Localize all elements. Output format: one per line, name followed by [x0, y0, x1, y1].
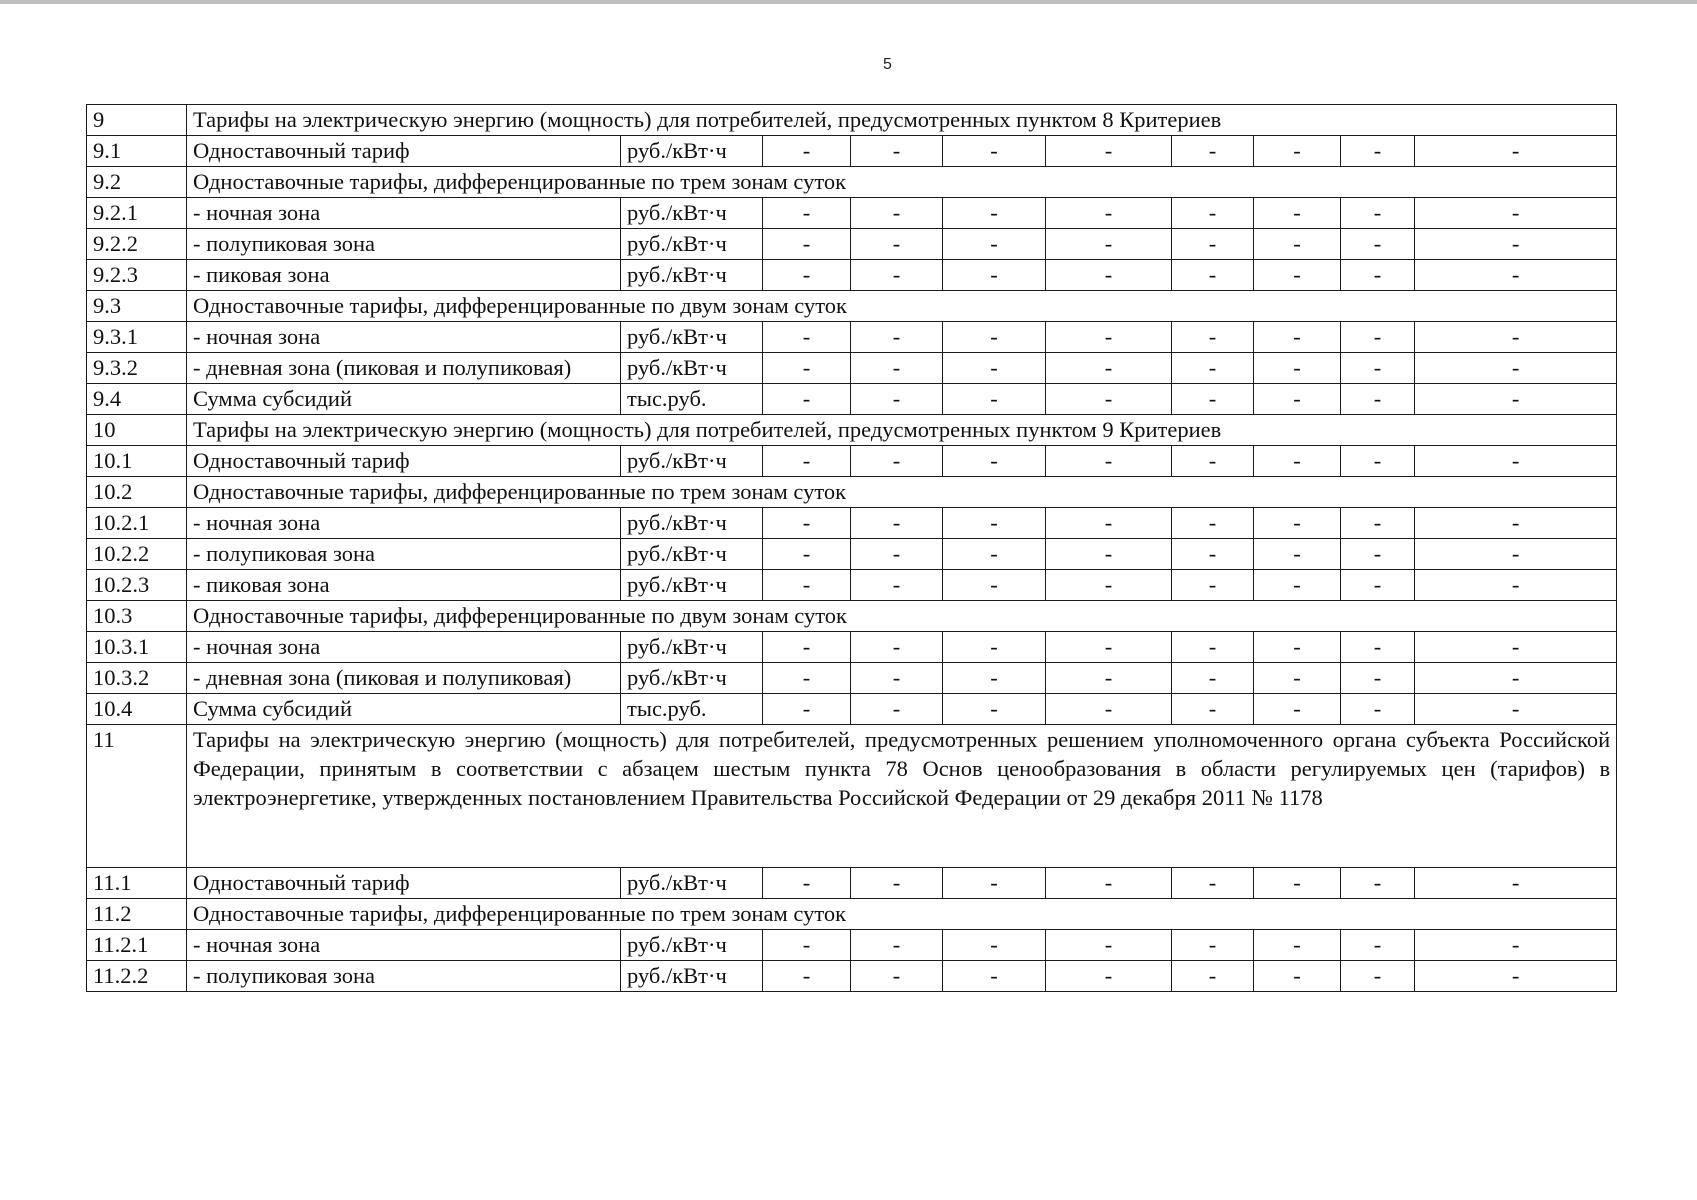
- value-cell: -: [1341, 353, 1415, 384]
- indicator-name-cell: - полупиковая зона: [187, 961, 621, 992]
- row-number-cell: 10.3: [87, 601, 187, 632]
- value-cell: -: [1341, 694, 1415, 725]
- value-cell: -: [1172, 446, 1254, 477]
- value-cell: -: [1415, 930, 1617, 961]
- value-cell: -: [851, 508, 943, 539]
- indicator-name-cell: Сумма субсидий: [187, 384, 621, 415]
- value-cell: -: [1341, 322, 1415, 353]
- value-cell: -: [763, 539, 851, 570]
- value-cell: -: [1341, 663, 1415, 694]
- value-cell: -: [1254, 663, 1341, 694]
- row-number-cell: 9.4: [87, 384, 187, 415]
- value-cell: -: [1341, 930, 1415, 961]
- indicator-name-cell: - ночная зона: [187, 632, 621, 663]
- value-cell: -: [763, 198, 851, 229]
- table-section-row: [87, 415, 1617, 446]
- value-cell: -: [1341, 229, 1415, 260]
- table-row: [87, 508, 1617, 539]
- value-cell: -: [943, 694, 1046, 725]
- value-cell: -: [1046, 260, 1172, 291]
- value-cell: -: [763, 353, 851, 384]
- value-cell: -: [1046, 694, 1172, 725]
- table-row: [87, 384, 1617, 415]
- value-cell: -: [763, 961, 851, 992]
- value-cell: -: [851, 384, 943, 415]
- row-number-cell: 9.3: [87, 291, 187, 322]
- value-cell: -: [943, 539, 1046, 570]
- unit-cell: руб./кВт·ч: [621, 539, 763, 570]
- value-cell: -: [943, 632, 1046, 663]
- row-number-cell: 11.2.2: [87, 961, 187, 992]
- row-number-cell: 9.2: [87, 167, 187, 198]
- value-cell: -: [1341, 260, 1415, 291]
- value-cell: -: [763, 260, 851, 291]
- table-row: [87, 930, 1617, 961]
- value-cell: -: [1046, 136, 1172, 167]
- value-cell: -: [943, 570, 1046, 601]
- value-cell: -: [763, 868, 851, 899]
- value-cell: -: [1415, 570, 1617, 601]
- value-cell: -: [1172, 384, 1254, 415]
- table-row: [87, 446, 1617, 477]
- table-row: [87, 539, 1617, 570]
- unit-cell: руб./кВт·ч: [621, 198, 763, 229]
- table-row: [87, 260, 1617, 291]
- value-cell: -: [1172, 539, 1254, 570]
- row-number-cell: 9.1: [87, 136, 187, 167]
- value-cell: -: [1415, 446, 1617, 477]
- value-cell: -: [943, 868, 1046, 899]
- value-cell: -: [1341, 961, 1415, 992]
- table-section-row: [87, 291, 1617, 322]
- unit-cell: руб./кВт·ч: [621, 961, 763, 992]
- table-section-row: [87, 477, 1617, 508]
- indicator-name-cell: - ночная зона: [187, 322, 621, 353]
- tariff-table: [86, 104, 1617, 992]
- indicator-name-cell: - пиковая зона: [187, 260, 621, 291]
- table-row: [87, 570, 1617, 601]
- unit-cell: руб./кВт·ч: [621, 868, 763, 899]
- value-cell: -: [1172, 353, 1254, 384]
- value-cell: -: [1172, 198, 1254, 229]
- value-cell: -: [1415, 632, 1617, 663]
- row-number-cell: 10.1: [87, 446, 187, 477]
- value-cell: -: [1254, 322, 1341, 353]
- value-cell: -: [851, 632, 943, 663]
- table-section-row: [87, 105, 1617, 136]
- value-cell: -: [1172, 663, 1254, 694]
- section-title-cell: Одноставочные тарифы, дифференцированные по двум зонам суток: [187, 291, 1617, 322]
- value-cell: -: [851, 868, 943, 899]
- value-cell: -: [1415, 694, 1617, 725]
- row-number-cell: 11.1: [87, 868, 187, 899]
- value-cell: -: [1046, 663, 1172, 694]
- unit-cell: руб./кВт·ч: [621, 930, 763, 961]
- row-number-cell: 10.2: [87, 477, 187, 508]
- value-cell: -: [1046, 446, 1172, 477]
- row-number-cell: 10.3.2: [87, 663, 187, 694]
- value-cell: -: [851, 260, 943, 291]
- unit-cell: руб./кВт·ч: [621, 446, 763, 477]
- value-cell: -: [1341, 570, 1415, 601]
- value-cell: -: [1046, 632, 1172, 663]
- value-cell: -: [763, 694, 851, 725]
- value-cell: -: [851, 694, 943, 725]
- value-cell: -: [1341, 539, 1415, 570]
- unit-cell: руб./кВт·ч: [621, 663, 763, 694]
- value-cell: -: [943, 384, 1046, 415]
- table-row: [87, 353, 1617, 384]
- value-cell: -: [851, 322, 943, 353]
- indicator-name-cell: Одноставочный тариф: [187, 136, 621, 167]
- value-cell: -: [943, 663, 1046, 694]
- value-cell: -: [851, 961, 943, 992]
- value-cell: -: [1341, 446, 1415, 477]
- value-cell: -: [1254, 260, 1341, 291]
- value-cell: -: [1172, 570, 1254, 601]
- value-cell: -: [1254, 384, 1341, 415]
- value-cell: -: [1172, 868, 1254, 899]
- table-section-row: [87, 167, 1617, 198]
- table-row: [87, 229, 1617, 260]
- value-cell: -: [1415, 322, 1617, 353]
- value-cell: -: [943, 961, 1046, 992]
- value-cell: -: [1341, 136, 1415, 167]
- value-cell: -: [851, 198, 943, 229]
- row-number-cell: 11.2.1: [87, 930, 187, 961]
- row-number-cell: 10.4: [87, 694, 187, 725]
- unit-cell: руб./кВт·ч: [621, 136, 763, 167]
- table-row: [87, 322, 1617, 353]
- value-cell: -: [1415, 260, 1617, 291]
- value-cell: -: [1046, 198, 1172, 229]
- table-row: [87, 663, 1617, 694]
- table-row: [87, 632, 1617, 663]
- value-cell: -: [1254, 353, 1341, 384]
- table-section-row: [87, 899, 1617, 930]
- value-cell: -: [1254, 508, 1341, 539]
- indicator-name-cell: Одноставочный тариф: [187, 446, 621, 477]
- row-number-cell: 9.2.2: [87, 229, 187, 260]
- value-cell: -: [851, 446, 943, 477]
- value-cell: -: [1046, 539, 1172, 570]
- value-cell: -: [763, 384, 851, 415]
- value-cell: -: [943, 198, 1046, 229]
- value-cell: -: [1341, 198, 1415, 229]
- value-cell: -: [1415, 384, 1617, 415]
- value-cell: -: [1172, 322, 1254, 353]
- value-cell: -: [1341, 384, 1415, 415]
- indicator-name-cell: Сумма субсидий: [187, 694, 621, 725]
- row-number-cell: 9.3.1: [87, 322, 187, 353]
- value-cell: -: [851, 229, 943, 260]
- value-cell: -: [851, 353, 943, 384]
- row-number-cell: 9: [87, 105, 187, 136]
- value-cell: -: [1341, 632, 1415, 663]
- row-number-cell: 10: [87, 415, 187, 446]
- value-cell: -: [1046, 570, 1172, 601]
- value-cell: -: [1172, 229, 1254, 260]
- value-cell: -: [943, 353, 1046, 384]
- value-cell: -: [1172, 136, 1254, 167]
- indicator-name-cell: - дневная зона (пиковая и полупиковая): [187, 353, 621, 384]
- value-cell: -: [1415, 663, 1617, 694]
- unit-cell: тыс.руб.: [621, 694, 763, 725]
- value-cell: -: [1254, 229, 1341, 260]
- value-cell: -: [1254, 868, 1341, 899]
- value-cell: -: [763, 570, 851, 601]
- section-title-cell: Тарифы на электрическую энергию (мощность) для потребителей, предусмотренных пунктом 8 Критериев: [187, 105, 1617, 136]
- indicator-name-cell: - полупиковая зона: [187, 539, 621, 570]
- value-cell: -: [1254, 198, 1341, 229]
- value-cell: -: [1172, 508, 1254, 539]
- value-cell: -: [1046, 508, 1172, 539]
- value-cell: -: [1254, 930, 1341, 961]
- indicator-name-cell: - дневная зона (пиковая и полупиковая): [187, 663, 621, 694]
- value-cell: -: [851, 136, 943, 167]
- row-number-cell: 9.2.1: [87, 198, 187, 229]
- value-cell: -: [851, 930, 943, 961]
- value-cell: -: [1415, 868, 1617, 899]
- unit-cell: руб./кВт·ч: [621, 570, 763, 601]
- unit-cell: руб./кВт·ч: [621, 322, 763, 353]
- table-row: [87, 961, 1617, 992]
- value-cell: -: [1254, 961, 1341, 992]
- indicator-name-cell: - ночная зона: [187, 198, 621, 229]
- value-cell: -: [943, 322, 1046, 353]
- table-section-row: [87, 601, 1617, 632]
- row-number-cell: 11: [87, 725, 187, 868]
- value-cell: -: [1415, 229, 1617, 260]
- unit-cell: тыс.руб.: [621, 384, 763, 415]
- value-cell: -: [1415, 539, 1617, 570]
- value-cell: -: [1046, 961, 1172, 992]
- value-cell: -: [1046, 868, 1172, 899]
- unit-cell: руб./кВт·ч: [621, 632, 763, 663]
- value-cell: -: [763, 632, 851, 663]
- indicator-name-cell: Одноставочный тариф: [187, 868, 621, 899]
- section-title-cell: Одноставочные тарифы, дифференцированные по трем зонам суток: [187, 899, 1617, 930]
- value-cell: -: [763, 930, 851, 961]
- section-title-cell: Одноставочные тарифы, дифференцированные по трем зонам суток: [187, 477, 1617, 508]
- value-cell: -: [1046, 322, 1172, 353]
- value-cell: -: [1046, 930, 1172, 961]
- value-cell: -: [1046, 229, 1172, 260]
- row-number-cell: 9.2.3: [87, 260, 187, 291]
- value-cell: -: [763, 508, 851, 539]
- unit-cell: руб./кВт·ч: [621, 229, 763, 260]
- table-row: [87, 198, 1617, 229]
- value-cell: -: [1254, 632, 1341, 663]
- table-section-row: [87, 725, 1617, 868]
- value-cell: -: [1415, 136, 1617, 167]
- scan-top-edge: [0, 0, 1697, 4]
- row-number-cell: 10.3.1: [87, 632, 187, 663]
- section-title-cell: Тарифы на электрическую энергию (мощность) для потребителей, предусмотренных решением уполномоченного органа субъекта Российской Федерации, принятым в соответствии с абзацем шестым пункта 78 Основ ценообразования в области регулируемых цен (тарифов) в электроэнергетике, утвержденных постановлением Правительства Российской Федерации от 29 декабря 2011 № 1178: [187, 725, 1617, 868]
- value-cell: -: [1254, 539, 1341, 570]
- table-row: [87, 694, 1617, 725]
- value-cell: -: [1254, 570, 1341, 601]
- table-body: [87, 105, 1617, 992]
- row-number-cell: 11.2: [87, 899, 187, 930]
- row-number-cell: 10.2.2: [87, 539, 187, 570]
- value-cell: -: [1172, 260, 1254, 291]
- section-title-cell: Одноставочные тарифы, дифференцированные по трем зонам суток: [187, 167, 1617, 198]
- value-cell: -: [763, 322, 851, 353]
- unit-cell: руб./кВт·ч: [621, 353, 763, 384]
- value-cell: -: [763, 663, 851, 694]
- indicator-name-cell: - полупиковая зона: [187, 229, 621, 260]
- value-cell: -: [1172, 930, 1254, 961]
- value-cell: -: [943, 260, 1046, 291]
- indicator-name-cell: - пиковая зона: [187, 570, 621, 601]
- row-number-cell: 9.3.2: [87, 353, 187, 384]
- value-cell: -: [1172, 961, 1254, 992]
- table-row: [87, 136, 1617, 167]
- value-cell: -: [1415, 353, 1617, 384]
- value-cell: -: [1046, 353, 1172, 384]
- value-cell: -: [1254, 136, 1341, 167]
- indicator-name-cell: - ночная зона: [187, 930, 621, 961]
- value-cell: -: [851, 539, 943, 570]
- section-title-cell: Тарифы на электрическую энергию (мощность) для потребителей, предусмотренных пунктом 9 Критериев: [187, 415, 1617, 446]
- value-cell: -: [943, 229, 1046, 260]
- value-cell: -: [1341, 868, 1415, 899]
- value-cell: -: [1341, 508, 1415, 539]
- table-row: [87, 868, 1617, 899]
- value-cell: -: [1172, 694, 1254, 725]
- value-cell: -: [851, 663, 943, 694]
- value-cell: -: [1415, 198, 1617, 229]
- value-cell: -: [1254, 446, 1341, 477]
- unit-cell: руб./кВт·ч: [621, 508, 763, 539]
- page-number: 5: [883, 56, 892, 73]
- value-cell: -: [1172, 632, 1254, 663]
- value-cell: -: [851, 570, 943, 601]
- indicator-name-cell: - ночная зона: [187, 508, 621, 539]
- value-cell: -: [943, 446, 1046, 477]
- value-cell: -: [763, 229, 851, 260]
- row-number-cell: 10.2.1: [87, 508, 187, 539]
- unit-cell: руб./кВт·ч: [621, 260, 763, 291]
- value-cell: -: [943, 508, 1046, 539]
- row-number-cell: 10.2.3: [87, 570, 187, 601]
- value-cell: -: [1415, 961, 1617, 992]
- value-cell: -: [763, 446, 851, 477]
- value-cell: -: [943, 136, 1046, 167]
- value-cell: -: [943, 930, 1046, 961]
- value-cell: -: [763, 136, 851, 167]
- value-cell: -: [1046, 384, 1172, 415]
- value-cell: -: [1254, 694, 1341, 725]
- section-title-cell: Одноставочные тарифы, дифференцированные по двум зонам суток: [187, 601, 1617, 632]
- value-cell: -: [1415, 508, 1617, 539]
